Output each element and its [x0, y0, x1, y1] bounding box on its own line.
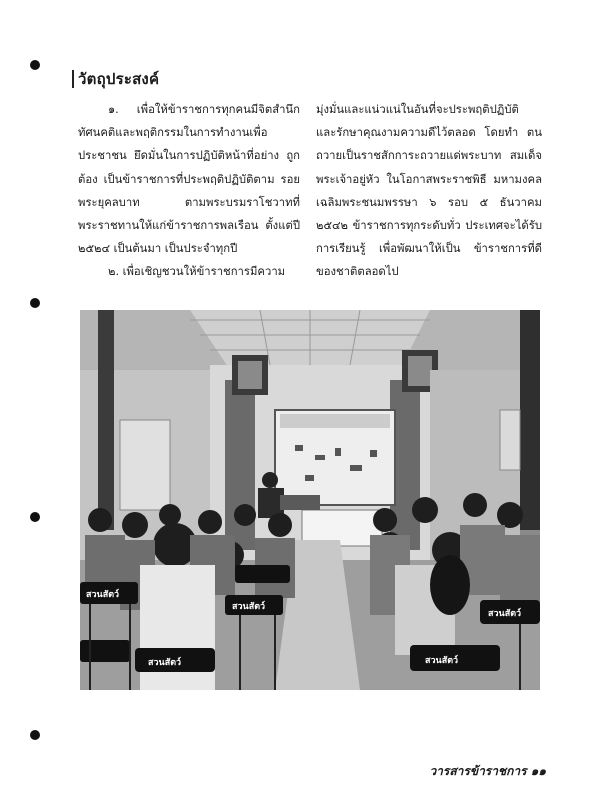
- punch-hole-icon: [30, 298, 40, 308]
- meeting-photo: [80, 310, 540, 690]
- paragraph-objective-2-cont: มุ่งมั่นและแน่วแน่ในอันที่จะประพฤติปฏิบัติ และรักษาคุณงามความดีไว้ตลอด โดยทำ ตนถวายเป็นราชสักการะถวายแด่พระบาท สมเด็จพระเจ้าอยู่หัว ในโอกาสพระราชพิธี มหามงคลเฉลิมพระชนมพรรษา ๖ รอบ ๕ ธันวาคม ๒๕๔๒ ข้าราชการทุกระดับทั่ว ประเทศจะได้รับการเรียนรู้ เพื่อพัฒนาให้เป็น ข้าราชการที่ดีของชาติตลอดไป: [316, 103, 542, 279]
- punch-hole-icon: [30, 512, 40, 522]
- paragraph-objective-1: ๑. เพื่อให้ข้าราชการทุกคนมีจิตสำนึก ทัศนคติและพฤติกรรมในการทำงานเพื่อ ประชาชน ยึดมั่นในการปฏิบัติหน้าที่อย่าง ถูกต้อง เป็นข้าราชการที่ประพฤติปฏิบัติตาม รอยพระยุคลบาท ตามพระบรมราโชวาทที่ พระราชทานให้แก่ข้าราชการพลเรือน ตั้งแต่ปี ๒๕๒๔ เป็นต้นมา เป็นประจำทุกปี: [78, 103, 300, 256]
- chair-label: สวนสัตว์: [232, 602, 266, 612]
- chair-label: สวนสัตว์: [86, 590, 120, 600]
- section-heading: วัตถุประสงค์: [72, 70, 159, 88]
- paragraph-objective-2-start: ๒. เพื่อเชิญชวนให้ข้าราชการมีความ: [108, 265, 286, 279]
- chair-label: สวนสัตว์: [425, 656, 459, 666]
- punch-hole-icon: [30, 60, 40, 70]
- page-footer: วารสารข้าราชการ ๑๑: [429, 764, 546, 778]
- left-text-column: [78, 98, 300, 284]
- chair-label: สวนสัตว์: [148, 658, 182, 668]
- punch-hole-icon: [30, 730, 40, 740]
- right-text-column: [316, 98, 542, 284]
- chair-label: สวนสัตว์: [488, 609, 522, 619]
